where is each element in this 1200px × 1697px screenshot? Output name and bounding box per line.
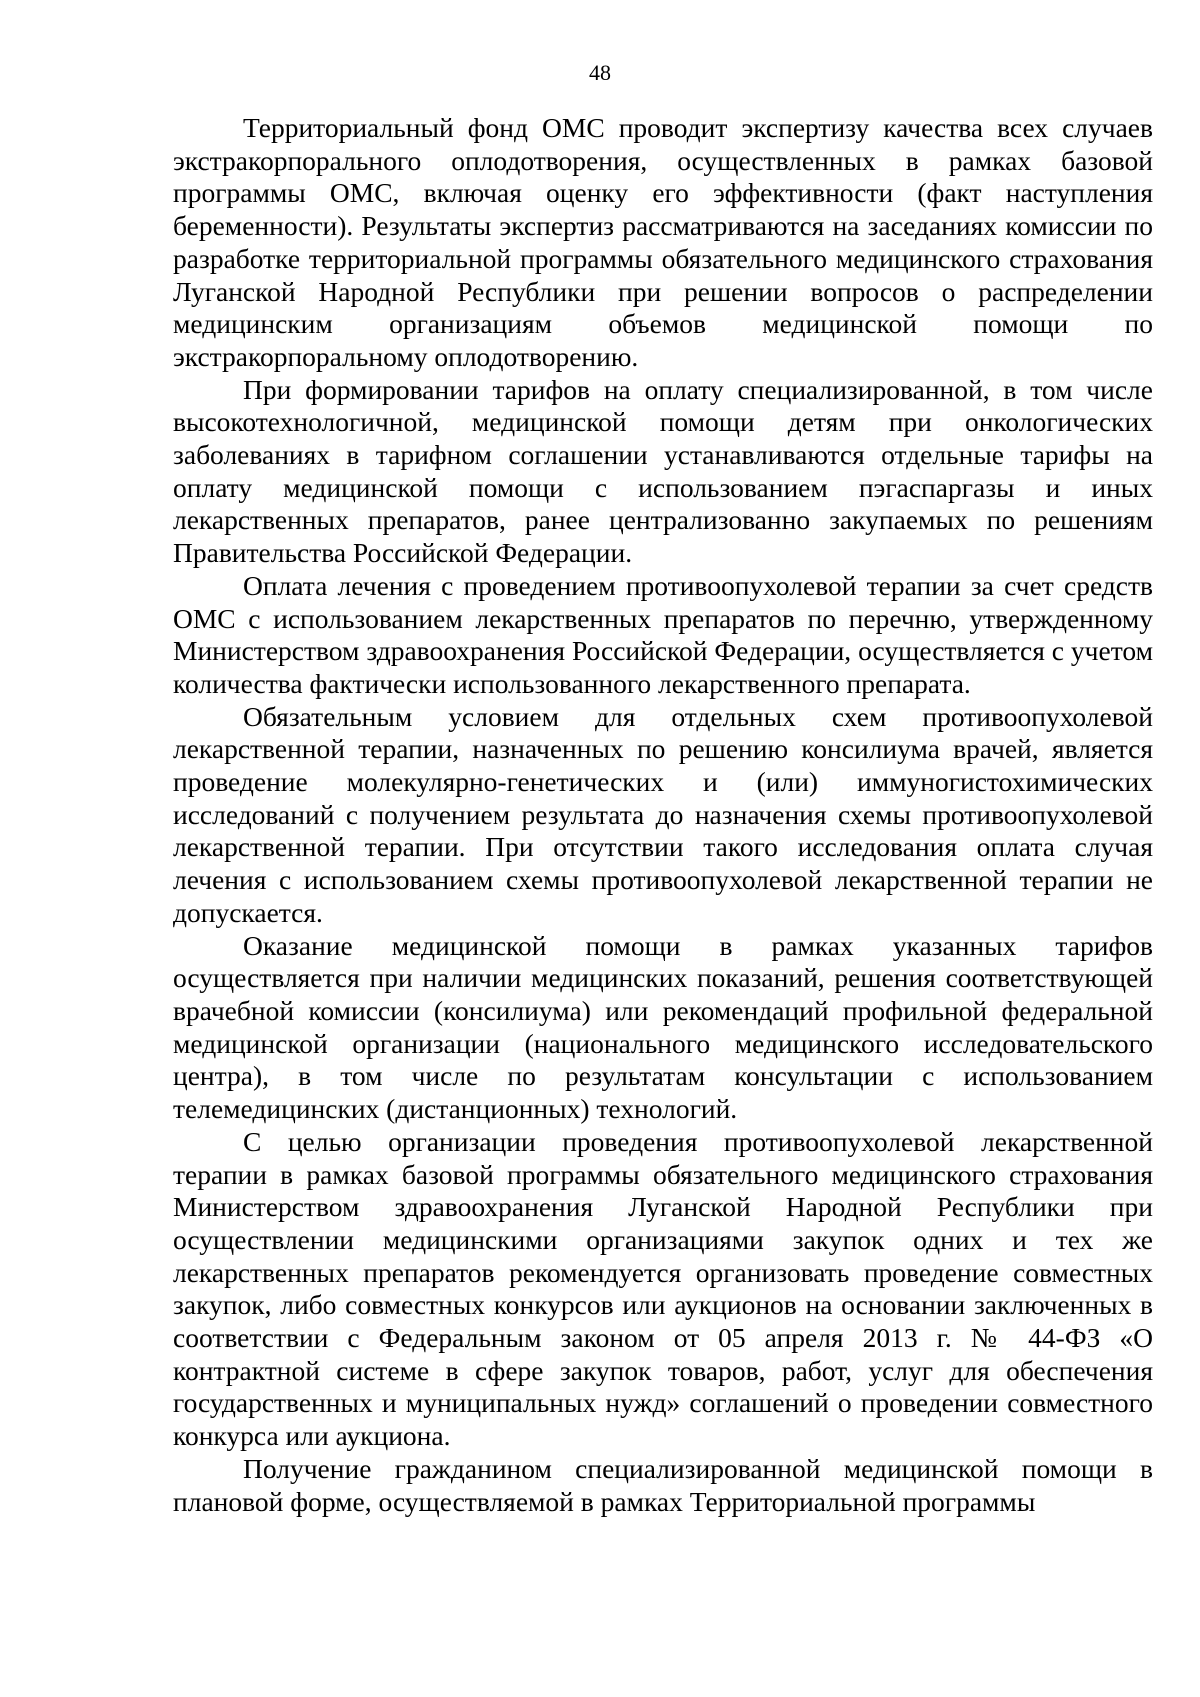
page-number: 48 — [589, 60, 611, 85]
paragraph-eco-expertise: Территориальный фонд ОМС проводит экспертизу качества всех случаев экстракорпорального оплодотворения, осуществленных в рамках базовой программы ОМС, включая оценку его эффективности (факт наступления беременности). Результаты экспертиз рассматриваются на заседаниях комиссии по разработке территориальной программы обязательного медицинского страхования Луганской Народной Республики при решении вопросов о распределении медицинским организациям объемов медицинской помощи по экстракорпоральному оплодотворению. — [173, 112, 1153, 372]
document-body — [173, 112, 1153, 1518]
paragraph-care-provision: Оказание медицинской помощи в рамках указанных тарифов осуществляется при наличии медицинских показаний, решения соответствующей врачебной комиссии (консилиума) или рекомендаций профильной федеральной медицинской организации (национального медицинского исследовательского центра), в том числе по результатам консультации с использованием телемедицинских (дистанционных) технологий. — [173, 929, 1153, 1125]
paragraph-planned-care: Получение гражданином специализированной медицинской помощи в плановой форме, осуществляемой в рамках Территориальной программы — [173, 1452, 1153, 1517]
paragraph-antitumor-therapy-payment: Оплата лечения с проведением противоопухолевой терапии за счет средств ОМС с использованием лекарственных препаратов по перечню, утвержденному Министерством здравоохранения Российской Федерации, осуществляется с учетом количества фактически использованного лекарственного препарата. — [173, 569, 1153, 699]
paragraph-joint-procurement: С целью организации проведения противоопухолевой лекарственной терапии в рамках базовой программы обязательного медицинского страхования Министерством здравоохранения Луганской Народной Республики при осуществлении медицинскими организациями закупок одних и тех же лекарственных препаратов рекомендуется организовать проведение совместных закупок, либо совместных конкурсов или аукционов на основании заключенных в соответствии с Федеральным законом от 05 апреля 2013 г. № 44-ФЗ «О контрактной системе в сфере закупок товаров, работ, услуг для обеспечения государственных и муниципальных нужд» соглашений о проведении совместного конкурса или аукциона. — [173, 1125, 1153, 1452]
paragraph-mandatory-condition: Обязательным условием для отдельных схем противоопухолевой лекарственной терапии, назначенных по решению консилиума врачей, является проведение молекулярно-генетических и (или) иммуногистохимических исследований с получением результата до назначения схемы противоопухолевой лекарственной терапии. При отсутствии такого исследования оплата случая лечения с использованием схемы противоопухолевой лекарственной терапии не допускается. — [173, 700, 1153, 928]
paragraph-pediatric-oncology-tariffs: При формировании тарифов на оплату специализированной, в том числе высокотехнологичной, медицинской помощи детям при онкологических заболеваниях в тарифном соглашении устанавливаются отдельные тарифы на оплату медицинской помощи с использованием пэгаспаргазы и иных лекарственных препаратов, ранее централизованно закупаемых по решениям Правительства Российской Федерации. — [173, 373, 1153, 569]
